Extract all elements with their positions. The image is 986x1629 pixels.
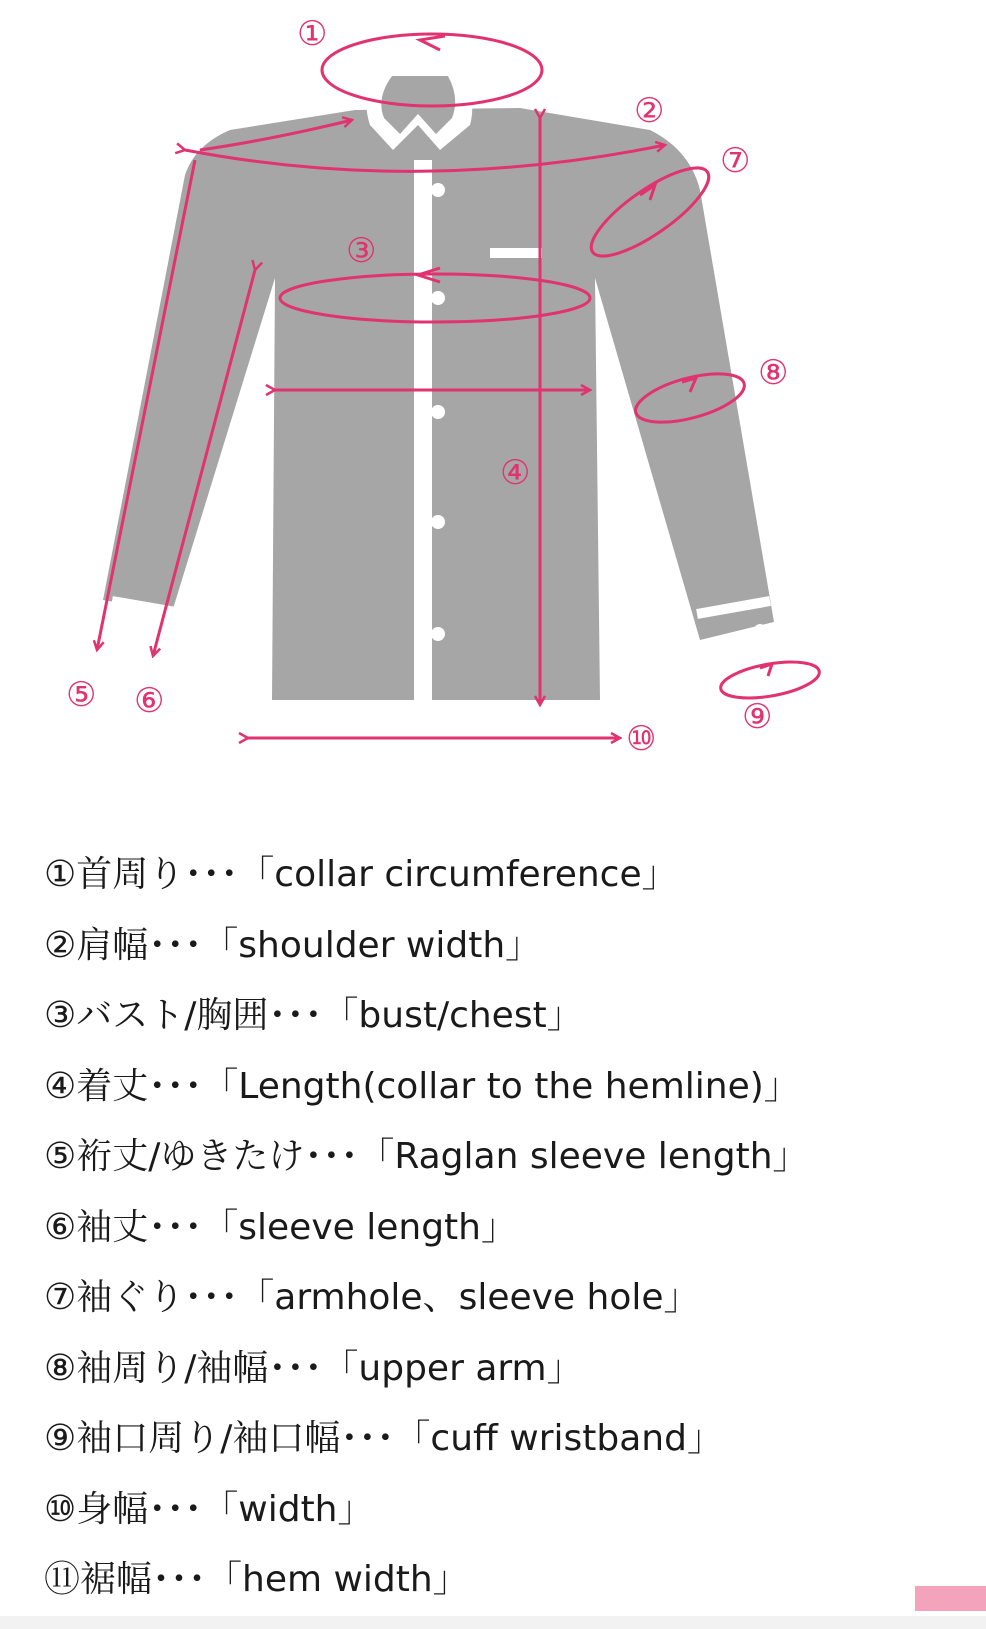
shirt-illustration — [102, 68, 774, 700]
label-10: ⑩ — [626, 719, 657, 759]
label-4: ④ — [500, 453, 531, 493]
pocket-slit — [490, 248, 542, 258]
legend-item-sleeve-length: ⑥袖丈･･･「sleeve length」 — [44, 1206, 517, 1248]
legend-item-width: ⑩身幅･･･「width」 — [44, 1488, 374, 1530]
label-8: ⑧ — [758, 353, 789, 393]
corner-tab — [915, 1586, 986, 1611]
label-1: ① — [297, 14, 328, 54]
legend-item-length: ④着丈･･･「Length(collar to the hemline)」 — [44, 1065, 800, 1107]
label-7: ⑦ — [720, 141, 751, 181]
legend-item-hem-width: ⑪裾幅･･･「hem width」 — [44, 1559, 469, 1600]
legend-item-armhole: ⑦袖ぐり･･･「armhole、sleeve hole」 — [44, 1277, 700, 1318]
placket — [414, 160, 432, 700]
label-3: ③ — [346, 231, 377, 271]
bottom-bar — [0, 1616, 986, 1629]
label-2: ② — [634, 91, 665, 131]
legend-item-upper-arm: ⑧袖周り/袖幅･･･「upper arm」 — [44, 1347, 583, 1389]
legend-item-collar-circumference: ①首周り･･･「collar circumference」 — [44, 854, 678, 895]
legend-item-bust-chest: ③バスト/胸囲･･･「bust/chest」 — [44, 995, 583, 1036]
label-6: ⑥ — [134, 681, 165, 721]
shirt-measurement-diagram — [0, 0, 986, 790]
legend-item-cuff-wristband: ⑨袖口周り/袖口幅･･･「cuff wristband」 — [44, 1418, 723, 1459]
measurement-legend — [44, 840, 974, 1616]
legend-item-shoulder-width: ②肩幅･･･「shoulder width」 — [44, 924, 542, 966]
label-5: ⑤ — [66, 675, 97, 715]
label-9: ⑨ — [742, 697, 773, 737]
legend-item-raglan-sleeve-length: ⑤裄丈/ゆきたけ･･･「Raglan sleeve length」 — [44, 1136, 809, 1177]
